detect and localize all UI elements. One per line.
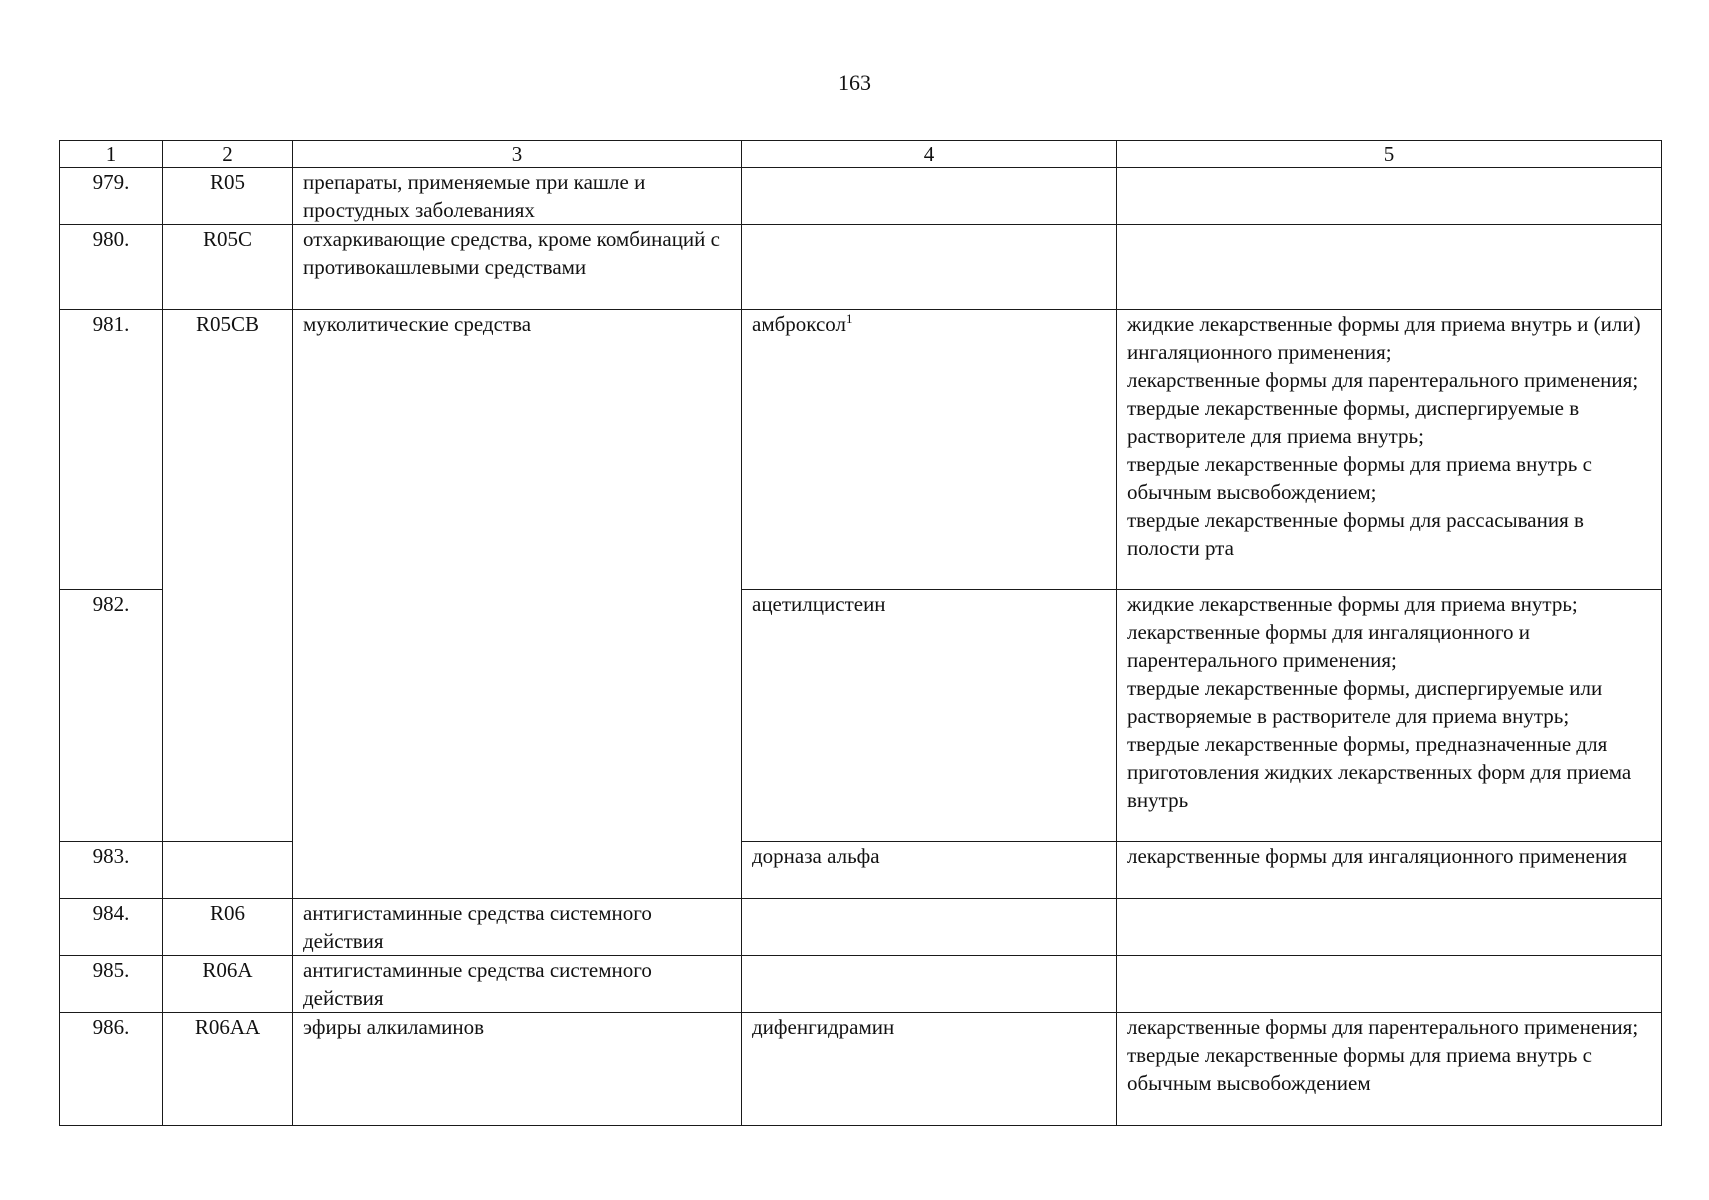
table-row-981 bbox=[60, 310, 1662, 590]
atc-code: R05C bbox=[163, 225, 293, 310]
header-cell-3: 3 bbox=[293, 141, 742, 168]
row-number: 981. bbox=[60, 310, 163, 590]
atc-group: отхаркивающие средства, кроме комбинаций с противокашлевыми средствами bbox=[293, 225, 742, 310]
atc-code: R05CB bbox=[163, 310, 293, 842]
drug-name: ацетилцистеин bbox=[742, 590, 1117, 842]
dosage-forms bbox=[1117, 899, 1662, 956]
atc-code: R05 bbox=[163, 168, 293, 225]
drug-name bbox=[742, 225, 1117, 310]
table-row-980 bbox=[60, 225, 1662, 310]
row-number: 984. bbox=[60, 899, 163, 956]
dosage-form-line: жидкие лекарственные формы для приема внутрь и (или) ингаляционного применения; bbox=[1127, 312, 1641, 364]
medicines-table bbox=[59, 140, 1662, 1126]
header-cell-5: 5 bbox=[1117, 141, 1662, 168]
row-number: 979. bbox=[60, 168, 163, 225]
row-number: 982. bbox=[60, 590, 163, 842]
drug-name bbox=[742, 168, 1117, 225]
dosage-form-line: лекарственные формы для ингаляционного применения bbox=[1127, 844, 1628, 868]
drug-name bbox=[742, 310, 1117, 590]
dosage-forms bbox=[1117, 590, 1662, 842]
atc-group: препараты, применяемые при кашле и простудных заболеваниях bbox=[293, 168, 742, 225]
header-cell-2: 2 bbox=[163, 141, 293, 168]
footnote-mark: 1 bbox=[846, 311, 853, 326]
dosage-forms bbox=[1117, 956, 1662, 1013]
atc-code bbox=[163, 842, 293, 899]
atc-code: R06 bbox=[163, 899, 293, 956]
page-number: 163 bbox=[838, 70, 871, 95]
drug-name bbox=[742, 956, 1117, 1013]
dosage-forms bbox=[1117, 842, 1662, 899]
dosage-form-line: твердые лекарственные формы для рассасывания в полости рта bbox=[1127, 508, 1584, 560]
dosage-form-line: жидкие лекарственные формы для приема внутрь; bbox=[1127, 592, 1578, 616]
header-cell-4: 4 bbox=[742, 141, 1117, 168]
header-cell-1: 1 bbox=[60, 141, 163, 168]
row-number: 983. bbox=[60, 842, 163, 899]
table-row-979 bbox=[60, 168, 1662, 225]
table-row-984 bbox=[60, 899, 1662, 956]
table-row-986 bbox=[60, 1013, 1662, 1126]
dosage-form-line: твердые лекарственные формы, диспергируемые в растворителе для приема внутрь; bbox=[1127, 396, 1580, 448]
drug-name bbox=[742, 899, 1117, 956]
atc-group: антигистаминные средства системного действия bbox=[293, 956, 742, 1013]
row-number: 986. bbox=[60, 1013, 163, 1126]
dosage-form-line: твердые лекарственные формы для приема внутрь с обычным высвобождением; bbox=[1127, 452, 1592, 504]
table-row-985 bbox=[60, 956, 1662, 1013]
row-number: 980. bbox=[60, 225, 163, 310]
dosage-form-line: лекарственные формы для парентерального применения; bbox=[1127, 1015, 1639, 1039]
dosage-form-line: твердые лекарственные формы, предназначенные для приготовления жидких лекарственных форм для приема внутрь bbox=[1127, 732, 1632, 812]
atc-code: R06AA bbox=[163, 1013, 293, 1126]
dosage-form-line: лекарственные формы для ингаляционного и парентерального применения; bbox=[1127, 620, 1531, 672]
table-header-row bbox=[60, 141, 1662, 168]
atc-group: антигистаминные средства системного действия bbox=[293, 899, 742, 956]
dosage-forms bbox=[1117, 310, 1662, 590]
atc-code: R06A bbox=[163, 956, 293, 1013]
dosage-form-line: твердые лекарственные формы, диспергируемые или растворяемые в растворителе для приема внутрь; bbox=[1127, 676, 1603, 728]
drug-name: дорназа альфа bbox=[742, 842, 1117, 899]
drug-name: дифенгидрамин bbox=[742, 1013, 1117, 1126]
row-number: 985. bbox=[60, 956, 163, 1013]
dosage-forms bbox=[1117, 225, 1662, 310]
dosage-form-line: твердые лекарственные формы для приема внутрь с обычным высвобождением bbox=[1127, 1043, 1592, 1095]
drug-name-text: амброксол bbox=[752, 312, 846, 336]
dosage-forms bbox=[1117, 168, 1662, 225]
dosage-form-line: лекарственные формы для парентерального применения; bbox=[1127, 368, 1639, 392]
atc-group: муколитические средства bbox=[293, 310, 742, 899]
dosage-forms bbox=[1117, 1013, 1662, 1126]
atc-group: эфиры алкиламинов bbox=[293, 1013, 742, 1126]
